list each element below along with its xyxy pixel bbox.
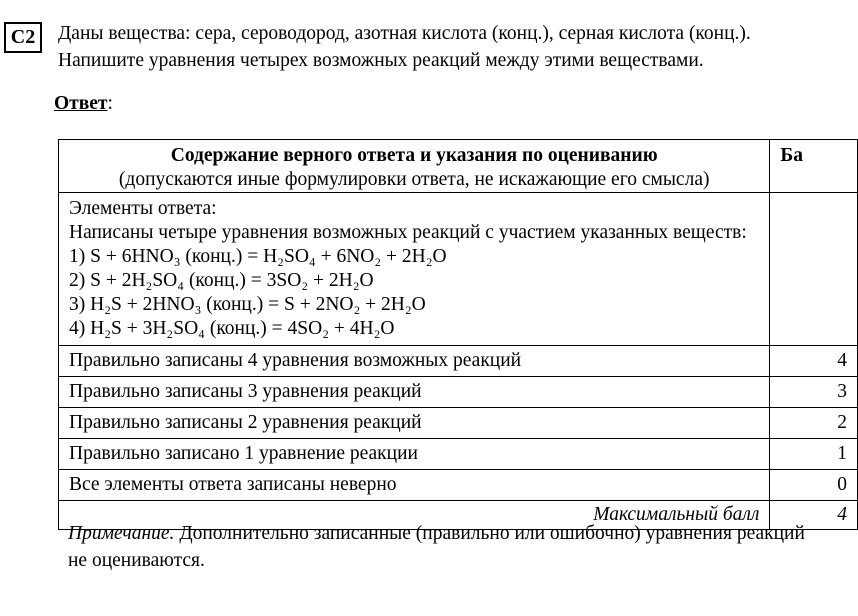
table-header-row <box>59 140 858 193</box>
elements-score-cell <box>770 193 858 346</box>
header-criteria-cell <box>59 140 770 193</box>
answer-colon: : <box>107 93 113 114</box>
note-label: Примечание. <box>68 523 175 544</box>
reaction-2: 2) S + 2H₂SO₄ (конц.) = 3SO₂ + 2H₂O <box>69 270 374 291</box>
score-cell: 3 <box>770 377 858 408</box>
answer-label <box>54 93 113 115</box>
header-title: Содержание верного ответа и указания по оцениванию <box>170 145 658 166</box>
table-row <box>59 470 858 501</box>
score-cell: 0 <box>770 470 858 501</box>
task-number-badge: С2 <box>4 22 42 53</box>
max-score-label: Максимальный балл <box>59 501 770 530</box>
note-line-2: не оцениваются. <box>68 550 205 571</box>
table-row <box>59 346 858 377</box>
criterion-cell: Правильно записано 1 уравнение реакции <box>59 439 770 470</box>
reaction-4: 4) H₂S + 3H₂SO₄ (конц.) = 4SO₂ + 4H₂O <box>69 318 395 339</box>
table-row <box>59 439 858 470</box>
max-score-value: 4 <box>770 501 858 530</box>
elements-intro: Написаны четыре уравнения возможных реакций с участием указанных веществ: <box>69 222 747 243</box>
criterion-cell: Все элементы ответа записаны неверно <box>59 470 770 501</box>
note-paragraph <box>68 520 828 574</box>
task-statement <box>58 20 818 74</box>
note-text-1: Дополнительно записанные (правильно или ошибочно) уравнения реакций <box>174 523 805 544</box>
score-cell: 2 <box>770 408 858 439</box>
elements-title: Элементы ответа: <box>69 198 217 219</box>
reaction-1: 1) S + 6HNO₃ (конц.) = H₂SO₄ + 6NO₂ + 2H₂O <box>69 246 447 267</box>
task-line-1: Даны вещества: сера, сероводород, азотная кислота (конц.), серная кислота (конц.). <box>58 23 751 44</box>
criterion-cell: Правильно записаны 4 уравнения возможных реакций <box>59 346 770 377</box>
reaction-3: 3) H₂S + 2HNO₃ (конц.) = S + 2NO₂ + 2H₂O <box>69 294 426 315</box>
answer-word: Ответ <box>54 93 108 114</box>
grading-table <box>58 139 858 530</box>
answer-elements-cell <box>59 193 770 346</box>
task-line-2: Напишите уравнения четырех возможных реакций между этими веществами. <box>58 50 704 71</box>
note-line-1 <box>68 520 828 547</box>
table-row <box>59 377 858 408</box>
elements-row <box>59 193 858 346</box>
header-subtitle: (допускаются иные формулировки ответа, не искажающие его смысла) <box>118 169 710 190</box>
table-row <box>59 408 858 439</box>
score-cell: 1 <box>770 439 858 470</box>
criterion-cell: Правильно записаны 2 уравнения реакций <box>59 408 770 439</box>
criterion-cell: Правильно записаны 3 уравнения реакций <box>59 377 770 408</box>
score-cell: 4 <box>770 346 858 377</box>
header-score-cell: Ба <box>770 140 858 193</box>
